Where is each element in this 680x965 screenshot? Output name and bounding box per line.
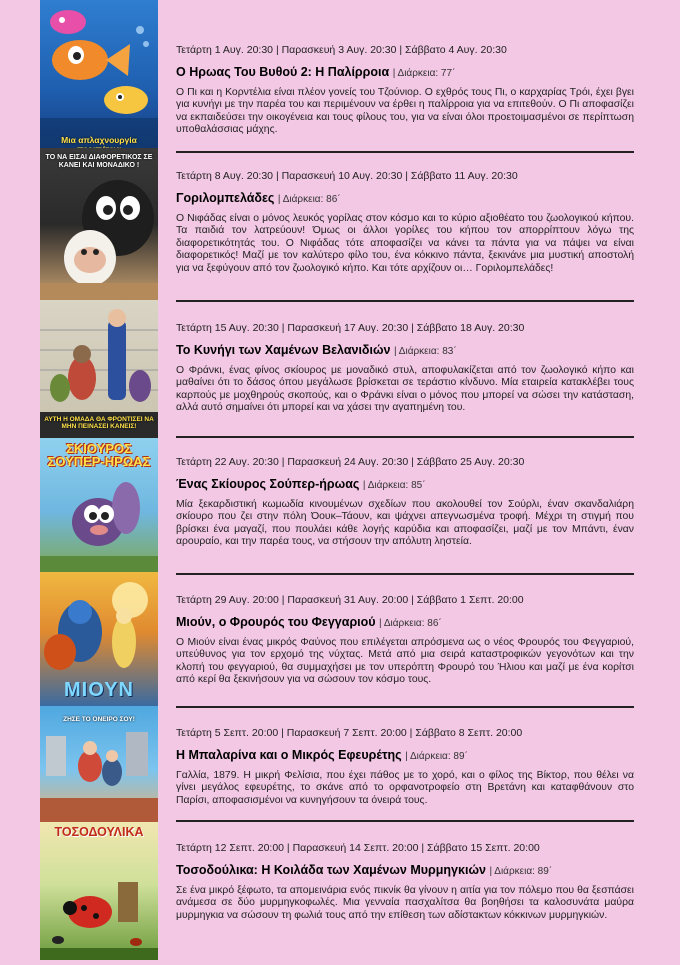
poster-7[interactable] (40, 822, 158, 960)
separator-rule (176, 436, 634, 438)
movie-title: Η Μπαλαρίνα και ο Μικρός Εφευρέτης (176, 748, 402, 762)
poster-2[interactable] (40, 148, 158, 300)
screening-dates: Τετάρτη 12 Σεπτ. 20:00 | Παρασκευή 14 Σεπτ. 20:00 | Σάββατο 15 Σεπτ. 20:00 (176, 842, 540, 854)
screening-dates: Τετάρτη 29 Αυγ. 20:00 | Παρασκευή 31 Αυγ. 20:00 | Σάββατο 1 Σεπτ. 20:00 (176, 594, 524, 606)
separator-rule (176, 706, 634, 708)
separator-rule (176, 573, 634, 575)
movie-duration: | Διάρκεια: 89΄ (405, 751, 468, 762)
movie-duration: | Διάρκεια: 86΄ (277, 194, 341, 205)
ballerina-illustration (40, 706, 158, 822)
movie-description: Σε ένα μικρό ξέφωτο, τα απομεινάρια ενός πικνίκ θα γίνουν η αιτία για τον πόλεμο που θα ξεσπάσει ανάμεσα σε δύο μυρμηγκοφωλές. Μια γενναία πασχαλίτσα θα βοηθήσει τα καλοσυνάτα μαύρα μυρμηγκια να σώσουν τη φωλιά τους από την επίθεση των αδίστακτων κόκκινων μυρμηγκιών. (176, 885, 634, 921)
movie-description: Γαλλία, 1879. Η μικρή Φελίσια, που έχει πάθος με το χορό, και ο φίλος της Βίκτορ, που θέλει να γίνει μεγάλος εφευρέτης, το σκάνε από το ορφανοτροφείο στη Βρετάνη και καταφθάνουν στο Παρίσι, αποφασισμένοι να κυνηγήσουν τα όνειρά τους. (176, 770, 634, 806)
poster-caption: Μια απλαχνουργία (61, 135, 137, 145)
movie-title: Ένας Σκίουρος Σούπερ-ήρωας (176, 477, 360, 491)
screening-entry (176, 322, 634, 415)
movie-duration: | Διάρκεια: 86΄ (379, 618, 442, 629)
movie-description: Ο Φράνκι, ένας φίνος σκίουρος με μοναδικό στυλ, αποφυλακίζεται από τον ζωολογικό κήπο και μαθαίνει ότι το δάσος όπου μεγάλωσε βρίσκεται σε τεράστιο κίνδυνο. Μία εταιρεία κατακλέβει τους καρπούς με μοχθηρούς σκοπούς, και ο Φράνκι είναι ο μόνος που μπορεί να σώσει την κατάσταση, αλλά αυτό σημαίνει ότι μπορεί και να χάσει την αγαπημένη του. (176, 365, 634, 414)
poster-title: ΣΚΙΟΥΡΟΣ ΣΟΥΠΕΡ-ΗΡΩΑΣ (47, 441, 151, 469)
movie-description: Ο Μιούν είναι ένας μικρός Φαύνος που επιλέγεται απρόσμενα ως ο νέος Φρουρός του Φεγγαριού, υπεύθυνος για τον ερχομό της νύχτας. Μετά από μια σειρά καταστροφικών γεγονότων και την κλοπή του φεγγαριού, θα συμμαχήσει με τον υπερόπτη Φρουρό του Ήλιου και μαζί με ένα κορίτσι από κερί θα ξεκινήσουν για να σώσουν τον κόσμο τους. (176, 637, 634, 686)
poster-title: ΜΙΟΥΝ (64, 679, 134, 701)
movie-title-line (176, 477, 634, 491)
gorilla-illustration (40, 148, 158, 300)
poster-5[interactable] (40, 572, 158, 706)
poster-3[interactable] (40, 300, 158, 438)
poster-caption: ΤΟ ΝΑ ΕΙΣΑΙ ΔΙΑΦΟΡΕΤΙΚΟΣ ΣΕ ΚΑΝΕΙ ΚΑΙ ΜΟΝΑΔΙΚΟ ! (45, 154, 153, 169)
poster-caption: ΑΥΤΗ Η ΟΜΑΔΑ ΘΑ ΦΡΟΝΤΙΣΕΙ ΝΑ ΜΗΝ ΠΕΙΝΑΣΕΙ ΚΑΝΕΙΣ! (44, 416, 154, 431)
movie-description: Ο Νιφάδας είναι ο μόνος λευκός γορίλας στον κόσμο και το κύριο αξιοθέατο του ζωολογικού κήπου. Τα παιδιά τον λατρεύουν! Όμως οι άλλοι γορίλες του κήπου τον απορρίπτουν λόγω της διαφορετικότητάς του. Ο Νιφάδας τότε αποφασίζει να κάνει τα πάντα για να πάψει να είναι διαφορετικός! Μαζί με τον καλύτερο φίλο του, ένα κόκκινο πάντα, ξεκινάνε μια μυστική αποστολή για να ξεφύγουν από τον ζωολογικό κήπο. Και τότε αρχίζουν οι… Γοριλομπελάδες! (176, 213, 634, 274)
fish-illustration (40, 0, 158, 148)
movie-duration: | Διάρκεια: 77΄ (392, 68, 456, 79)
poster-1[interactable] (40, 0, 158, 148)
poster-caption: ΖΗΣΕ ΤΟ ΟΝΕΙΡΟ ΣΟΥ! (63, 716, 135, 723)
screening-entry (176, 594, 634, 687)
screening-dates: Τετάρτη 8 Αυγ. 20:30 | Παρασκευή 10 Αυγ. 20:30 | Σάββατο 11 Αυγ. 20:30 (176, 170, 518, 182)
screening-dates: Τετάρτη 1 Αυγ. 20:30 | Παρασκευή 3 Αυγ. 20:30 | Σάββατο 4 Αυγ. 20:30 (176, 44, 507, 56)
movie-title: Γοριλομπελάδες (176, 191, 275, 205)
movie-title: Μιούν, ο Φρουρός του Φεγγαριού (176, 615, 376, 629)
screening-entry (176, 727, 634, 807)
movie-description: Ο Πι και η Κορντέλια είναι πλέον γονείς του Τζούνιορ. Ο εχθρός τους Πι, ο καρχαρίας Τρόι, έχει βγει για κυνήγι με την παρέα του και περιμένουν να έρθει η παλίρροια για να επιτεθούν. Ο Πι αποφασίζει να εκπαιδεύσει την οικογένεια και τους φίλους του, για να είναι όλοι προετοιμασμένοι σε περίπτωση υποθαλάσσιας μάχης. (176, 87, 634, 136)
movie-title: Ο Ηρωας Του Βυθού 2: Η Παλίρροια (176, 65, 390, 79)
screening-dates: Τετάρτη 5 Σεπτ. 20:00 | Παρασκευή 7 Σεπτ. 20:00 | Σάββατο 8 Σεπτ. 20:00 (176, 727, 523, 739)
movie-title-line (176, 863, 634, 877)
screening-dates: Τετάρτη 15 Αυγ. 20:30 | Παρασκευή 17 Αυγ. 20:30 | Σάββατο 18 Αυγ. 20:30 (176, 322, 525, 334)
movie-title: Το Κυνήγι των Χαμένων Βελανιδιών (176, 343, 391, 357)
movie-duration: | Διάρκεια: 89΄ (489, 866, 553, 877)
separator-rule (176, 300, 634, 302)
screening-entry (176, 44, 634, 137)
screening-entry (176, 170, 634, 275)
movie-title-line (176, 191, 634, 205)
ladybug-illustration (40, 822, 158, 960)
screening-entry (176, 456, 634, 549)
movie-title-line (176, 343, 634, 357)
separator-rule (176, 820, 634, 822)
poster-6[interactable] (40, 706, 158, 822)
movie-duration: | Διάρκεια: 83΄ (393, 346, 457, 357)
movie-title-line (176, 748, 634, 762)
poster-4[interactable] (40, 438, 158, 572)
separator-rule (176, 151, 634, 153)
poster-title: ΤΟΣΟΔΟΥΛΙΚΑ (54, 825, 144, 839)
screening-dates: Τετάρτη 22 Αυγ. 20:30 | Παρασκευή 24 Αυγ. 20:30 | Σάββατο 25 Αυγ. 20:30 (176, 456, 525, 468)
movie-title-line (176, 65, 634, 79)
movie-duration: | Διάρκεια: 85΄ (362, 480, 426, 491)
movie-description: Μία ξεκαρδιστική κωμωδία κινουμένων σχεδίων που ακολουθεί τον Σούρλι, έναν σκανδαλιάρη σκίουρο που ζει στην πόλη Όουκ–Τάουν, και ψάχνει απεγνωσμένα τροφή. Μέχρι τη στιγμή που βρίσκει ένα μαγαζί, που πουλάει κάθε λογής καρύδια και αποφασίζει, μαζί με τον Μπάντι, έναν αρουραίο, και την παρέα τους, να στήσουν την απόλυτη ληστεία. (176, 499, 634, 548)
screening-entry (176, 842, 634, 922)
poster-column (40, 0, 158, 960)
movie-title: Τοσοδούλικα: Η Κοιλάδα των Χαμένων Μυρμηγκιών (176, 863, 486, 877)
movie-title-line (176, 615, 634, 629)
